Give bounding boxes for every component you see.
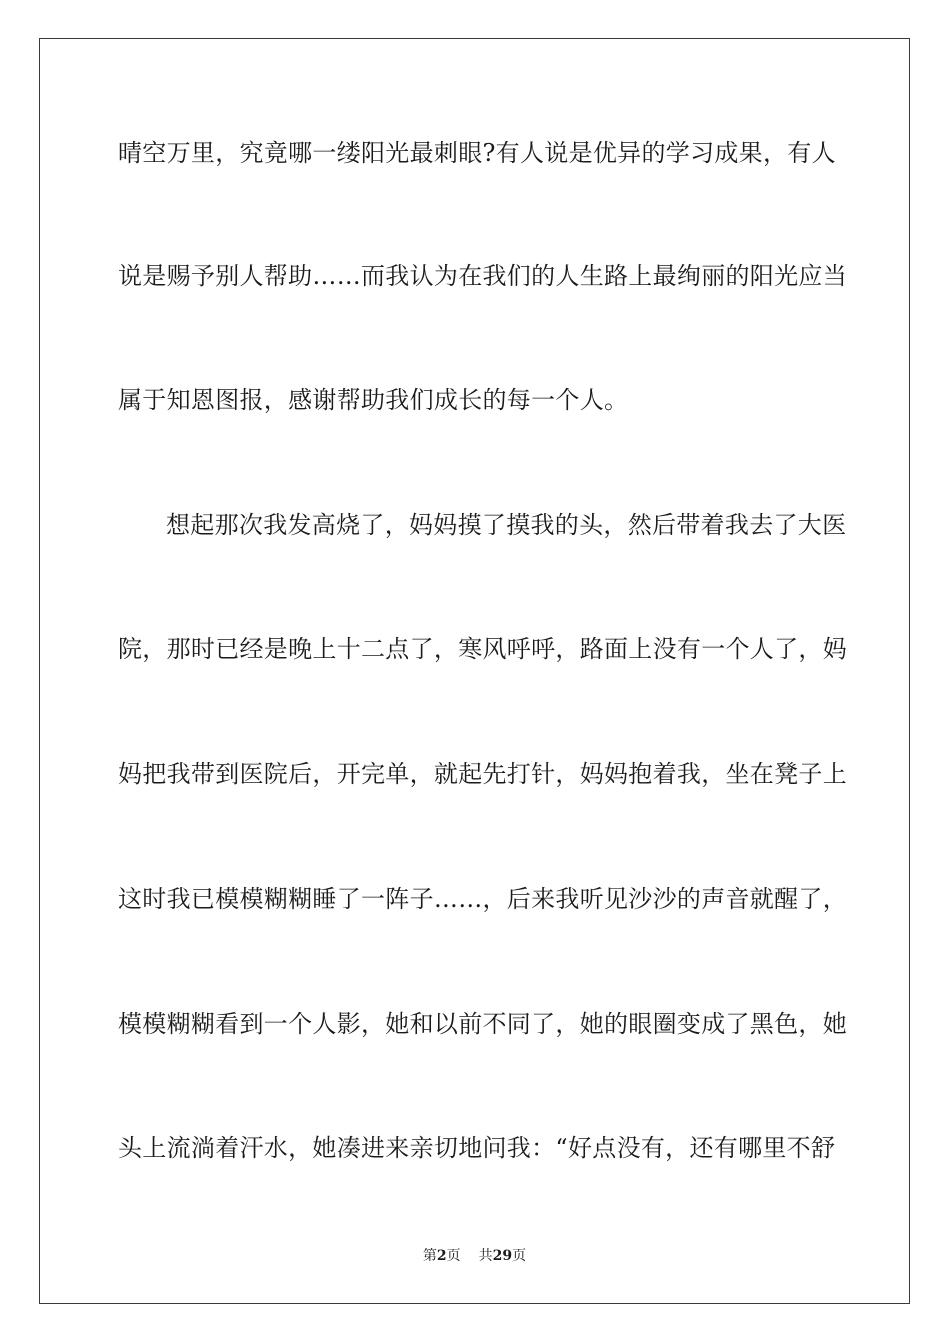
total-prefix: 共 bbox=[478, 1248, 493, 1264]
page-unit: 页 bbox=[446, 1248, 461, 1264]
total-unit: 页 bbox=[512, 1248, 527, 1264]
text-line-6: 妈把我带到医院后，开完单，就起先打针，妈妈抱着我，坐在凳子上 bbox=[118, 760, 847, 788]
text-line-8: 模模糊糊看到一个人影，她和以前不同了，她的眼圈变成了黑色，她 bbox=[118, 1010, 847, 1038]
text-line-4: 想起那次我发高烧了，妈妈摸了摸我的头，然后带着我去了大医 bbox=[166, 511, 847, 539]
text-line-9: 头上流淌着汗水，她凑进来亲切地问我：“好点没有，还有哪里不舒 bbox=[118, 1134, 836, 1162]
text-line-3: 属于知恩图报，感谢帮助我们成长的每一个人。 bbox=[118, 386, 629, 414]
page-footer bbox=[40, 1245, 909, 1265]
page-number: 2 bbox=[436, 1248, 447, 1264]
text-line-1: 晴空万里，究竟哪一缕阳光最刺眼?有人说是优异的学习成果，有人 bbox=[118, 139, 836, 167]
page-prefix: 第 bbox=[422, 1248, 437, 1264]
total-pages: 29 bbox=[492, 1248, 513, 1264]
document-page bbox=[39, 38, 910, 1304]
text-line-2: 说是赐予别人帮助……而我认为在我们的人生路上最绚丽的阳光应当 bbox=[118, 262, 847, 290]
text-line-5: 院，那时已经是晚上十二点了，寒风呼呼，路面上没有一个人了，妈 bbox=[118, 635, 847, 663]
text-line-7: 这时我已模模糊糊睡了一阵子……，后来我听见沙沙的声音就醒了， bbox=[118, 885, 847, 913]
